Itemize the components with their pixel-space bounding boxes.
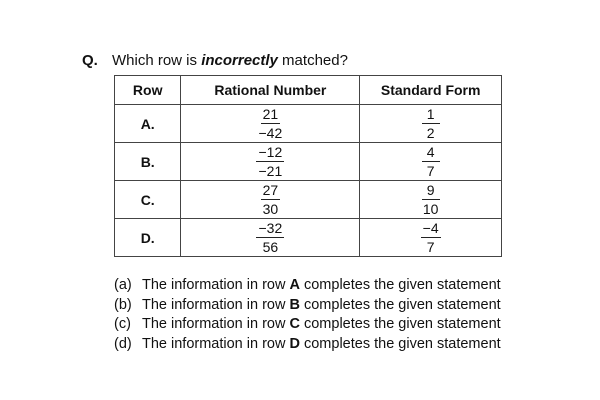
standard-cell	[360, 219, 502, 257]
numerator: −12	[258, 144, 283, 160]
standard-fraction	[421, 220, 441, 255]
header-row: Row	[115, 76, 181, 105]
option-key: C	[289, 316, 300, 332]
numerator: 21	[262, 106, 279, 122]
table-row-d	[115, 219, 502, 257]
rational-cell	[181, 181, 360, 219]
option-text-before: The information in row	[142, 316, 290, 332]
option-c[interactable]	[114, 315, 501, 335]
numerator: 9	[422, 182, 440, 200]
option-text-after: completes the given statement	[299, 316, 501, 332]
standard-fraction	[422, 106, 440, 141]
option-text-before: The information in row	[142, 277, 290, 293]
header-standard-form: Standard Form	[360, 76, 502, 105]
row-label: D.	[115, 219, 181, 257]
matching-table	[114, 75, 502, 257]
numerator: −32	[258, 220, 283, 236]
numerator: 1	[422, 106, 440, 124]
standard-cell	[360, 105, 502, 143]
option-b[interactable]	[114, 296, 501, 316]
numerator: 27	[262, 182, 279, 198]
option-text-before: The information in row	[142, 335, 290, 352]
denominator: −42	[258, 125, 283, 141]
option-key: D	[289, 335, 300, 352]
rational-fraction	[256, 220, 284, 255]
standard-fraction	[422, 144, 440, 179]
standard-fraction	[421, 182, 441, 217]
standard-cell	[360, 143, 502, 181]
question-label: Q.	[82, 52, 98, 69]
denominator: −21	[258, 163, 283, 179]
option-a[interactable]	[114, 276, 501, 296]
option-key: B	[289, 296, 300, 313]
option-key: A	[289, 277, 300, 293]
denominator: 7	[426, 163, 435, 179]
table-row-c	[115, 181, 502, 219]
header-rational-number: Rational Number	[181, 76, 360, 105]
table-header-row	[115, 76, 502, 105]
denominator: 56	[262, 239, 279, 255]
option-letter: (c)	[114, 316, 131, 332]
question-text-after: matched?	[277, 52, 348, 69]
question-text-before: Which row is	[112, 52, 202, 69]
numerator: 4	[422, 144, 440, 162]
option-text-after: completes the given statement	[299, 296, 501, 313]
row-label: A.	[115, 105, 181, 143]
denominator: 10	[422, 201, 439, 217]
option-letter: (d)	[114, 335, 132, 352]
denominator: 2	[426, 125, 435, 141]
table-row-a	[115, 105, 502, 143]
row-label: C.	[115, 181, 181, 219]
standard-cell	[360, 181, 502, 219]
question-stem	[82, 52, 348, 69]
rational-cell	[181, 143, 360, 181]
question-emphasis: incorrectly	[201, 52, 278, 69]
table-row-b	[115, 143, 502, 181]
rational-cell	[181, 105, 360, 143]
option-letter: (a)	[114, 277, 132, 293]
rational-fraction	[256, 144, 284, 179]
rational-fraction	[261, 182, 281, 217]
option-d[interactable]	[114, 335, 501, 355]
option-letter: (b)	[114, 296, 132, 313]
answer-options	[114, 276, 501, 354]
row-label: B.	[115, 143, 181, 181]
rational-fraction	[256, 106, 284, 141]
option-text-before: The information in row	[142, 296, 290, 313]
option-text-after: completes the given statement	[299, 335, 501, 352]
rational-cell	[181, 219, 360, 257]
denominator: 30	[262, 201, 279, 217]
numerator: −4	[422, 220, 439, 236]
option-text-after: completes the given statement	[299, 277, 501, 293]
denominator: 7	[426, 239, 435, 255]
